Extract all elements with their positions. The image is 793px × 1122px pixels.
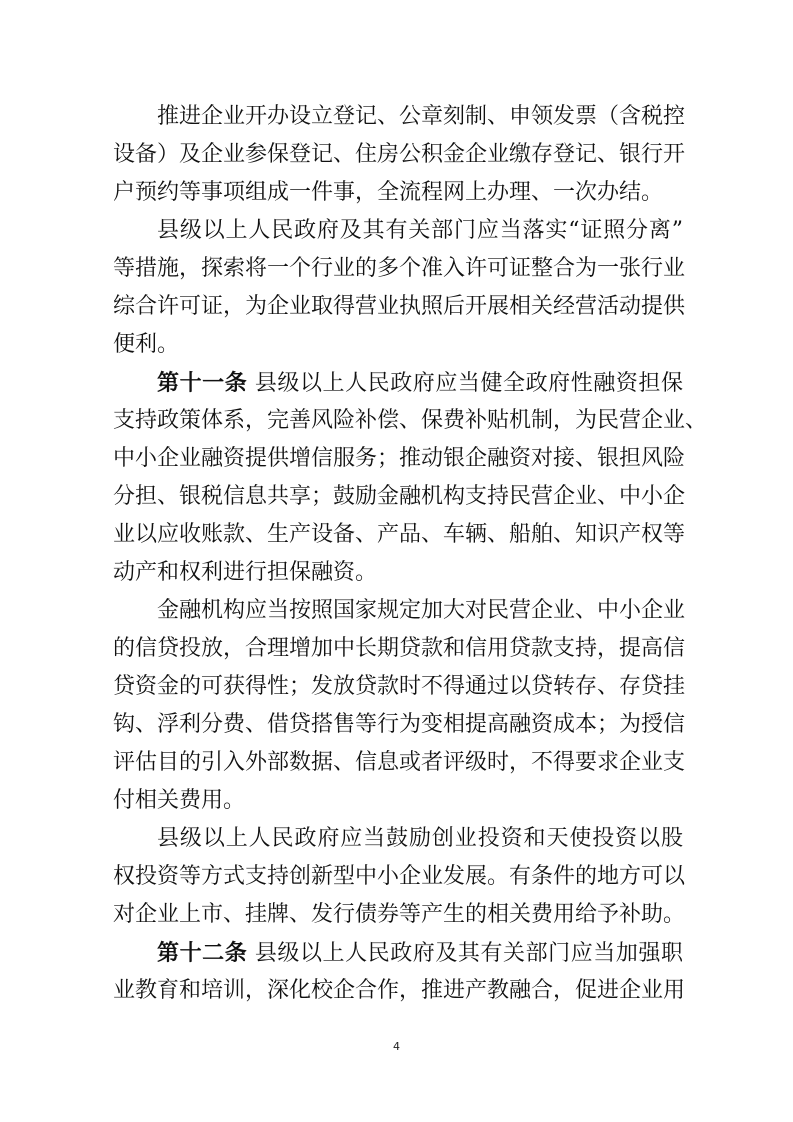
text-line: 设备）及企业参保登记、住房公积金企业缴存登记、银行开	[113, 142, 686, 167]
text-line: 综合许可证，为企业取得营业执照后开展相关经营活动提供	[113, 294, 686, 319]
text-line: 钩、浮利分费、借贷搭售等行为变相提高融资成本；为授信	[113, 712, 686, 737]
article-number: 第十一条	[157, 370, 248, 396]
article-text: 县级以上人民政府应当健全政府性融资担保	[254, 371, 683, 396]
text-line: 的信贷投放，合理增加中长期贷款和信用贷款支持，提高信	[113, 636, 686, 661]
article-heading-line	[157, 938, 683, 968]
text-line: 推进企业开办设立登记、公章刻制、申领发票（含税控	[157, 104, 686, 129]
text-line: 权投资等方式支持创新型中小企业发展。有条件的地方可以	[113, 864, 686, 889]
article-text: 县级以上人民政府及其有关部门应当加强职	[254, 941, 683, 966]
text-line: 对企业上市、挂牌、发行债券等产生的相关费用给予补助。	[113, 902, 686, 927]
text-line: 付相关费用。	[113, 788, 246, 813]
text-line: 业教育和培训，深化校企合作，推进产教融合，促进企业用	[113, 978, 686, 1003]
article-heading-line	[157, 368, 683, 398]
text-line: 支持政策体系，完善风险补偿、保费补贴机制，为民营企业、	[113, 408, 708, 433]
text-line: 评估目的引入外部数据、信息或者评级时，不得要求企业支	[113, 750, 686, 775]
text-line: 等措施，探索将一个行业的多个准入许可证整合为一张行业	[113, 256, 686, 281]
page-number: 4	[393, 1040, 400, 1053]
text-line: 贷资金的可获得性；发放贷款时不得通过以贷转存、存贷挂	[113, 674, 686, 699]
text-line: 业以应收账款、生产设备、产品、车辆、船舶、知识产权等	[113, 522, 686, 547]
text-line: 户预约等事项组成一件事，全流程网上办理、一次办结。	[113, 180, 664, 205]
text-line: 县级以上人民政府及其有关部门应当落实“证照分离”	[157, 218, 683, 243]
text-line: 县级以上人民政府应当鼓励创业投资和天使投资以股	[157, 826, 683, 851]
text-line: 便利。	[113, 332, 180, 357]
text-line: 动产和权利进行担保融资。	[113, 560, 378, 585]
text-line: 金融机构应当按照国家规定加大对民营企业、中小企业	[157, 598, 686, 623]
article-number: 第十二条	[157, 940, 248, 966]
text-line: 中小企业融资提供增信服务；推动银企融资对接、银担风险	[113, 446, 686, 471]
text-line: 分担、银税信息共享；鼓励金融机构支持民营企业、中小企	[113, 484, 686, 509]
